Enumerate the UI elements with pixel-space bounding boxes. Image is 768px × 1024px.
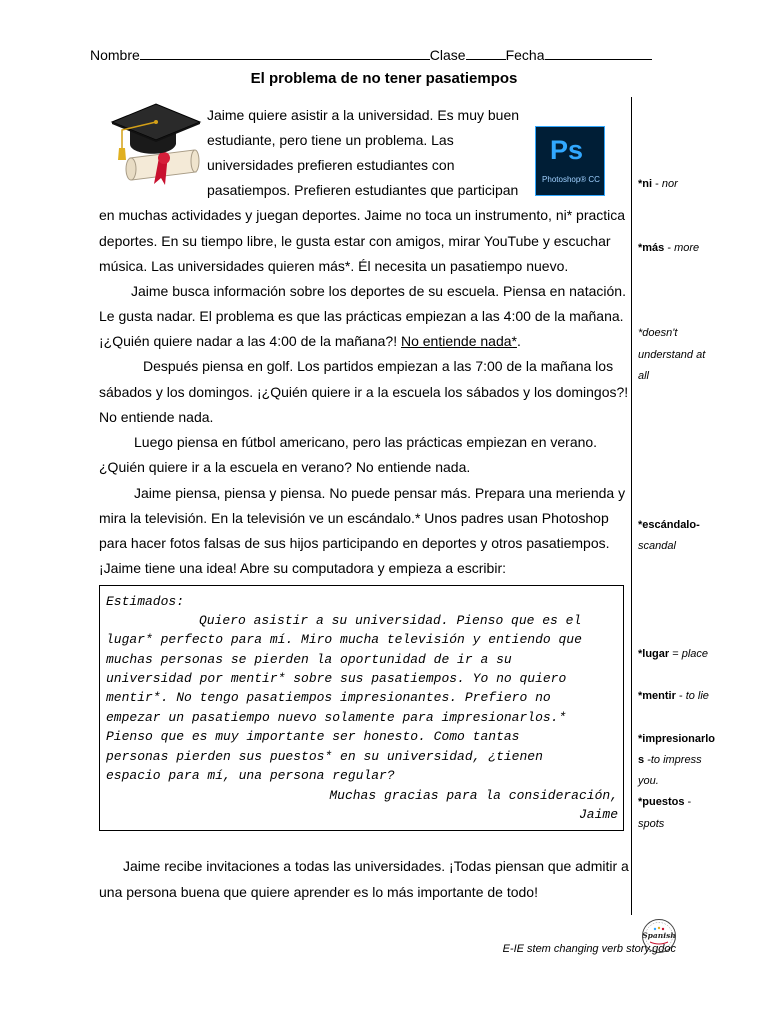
worksheet-title: El problema de no tener pasatiempos bbox=[250, 70, 518, 87]
gloss-ni: *ni - nor bbox=[638, 178, 678, 190]
photoshop-logo-caption: Photoshop® CC bbox=[542, 175, 600, 184]
story-line: universidades prefieren estudiantes con bbox=[207, 157, 455, 173]
story-line: mira la televisión. En la televisión ve un escándalo.* Unos padres usan Photoshop bbox=[99, 510, 609, 526]
story-line bbox=[99, 333, 521, 349]
gloss-lugar: *lugar = place bbox=[638, 648, 709, 660]
story-line: sábados y los domingos. ¡¿Quién quiere ir a la escuela los sábados y los domingos?! bbox=[99, 384, 629, 400]
letter-closing: Muchas gracias para la consideración, bbox=[329, 788, 618, 803]
story-line: una persona buena que quiere aprender es lo más importante de todo! bbox=[99, 884, 538, 900]
nombre-blank[interactable] bbox=[140, 46, 430, 60]
story-line: Jaime piensa, piensa y piensa. No puede pensar más. Prepara una merienda y bbox=[134, 485, 626, 501]
letter-line: Pienso que es muy importante ser honesto. Como tantas bbox=[106, 729, 520, 744]
clase-blank[interactable] bbox=[466, 46, 506, 60]
photoshop-logo bbox=[535, 126, 605, 196]
stamp-text: Spanish bbox=[642, 931, 676, 940]
worksheet-header bbox=[90, 46, 652, 63]
story-text: . bbox=[516, 333, 521, 349]
gloss-doesnt: all bbox=[638, 370, 650, 382]
photoshop-logo-letters: Ps bbox=[550, 135, 584, 165]
story-line: ¿Quién quiere ir a la escuela en verano? No entiende nada. bbox=[99, 459, 471, 475]
story-line: Jaime quiere asistir a la universidad. Es muy buen bbox=[207, 107, 520, 123]
glossary-divider bbox=[631, 97, 632, 915]
letter-signature: Jaime bbox=[578, 807, 618, 822]
document-filename: E-IE stem changing verb story.gdoc bbox=[502, 943, 676, 955]
diploma-scroll bbox=[126, 150, 199, 185]
gloss-mas: *más - more bbox=[638, 242, 700, 254]
letter-line: espacio para mí, una persona regular? bbox=[106, 768, 395, 783]
story-line: en muchas actividades y juegan deportes. Jaime no toca un instrumento, ni* practica bbox=[99, 207, 626, 223]
story-line: para hacer fotos falsas de sus hijos participando en deportes y otros pasatiempos. bbox=[99, 535, 610, 551]
letter-line: Estimados: bbox=[106, 594, 185, 609]
gloss-mentir: *mentir - to lie bbox=[638, 690, 709, 702]
gloss-puestos: spots bbox=[638, 818, 665, 830]
story-line: ¡Jaime tiene una idea! Abre su computadora y empieza a escribir: bbox=[99, 560, 506, 576]
story-line: Jaime busca información sobre los deportes de su escuela. Piensa en natación. bbox=[131, 283, 626, 299]
story-text: ¡¿Quién quiere nadar a las 4:00 de la mañana?! bbox=[99, 333, 398, 349]
story-line: Después piensa en golf. Los partidos empiezan a las 7:00 de la mañana los bbox=[143, 358, 614, 374]
gloss-doesnt: understand at bbox=[638, 349, 706, 361]
letter-line: Quiero asistir a su universidad. Pienso que es el bbox=[199, 613, 582, 628]
story-line: estudiante, pero tiene un problema. Las bbox=[207, 132, 454, 148]
story-line: deportes. En su tiempo libre, le gusta estar con amigos, mirar YouTube y escuchar bbox=[99, 233, 611, 249]
story-line: Le gusta nadar. El problema es que las prácticas empiezan a las 4:00 de la mañana. bbox=[99, 308, 624, 324]
gloss-escandalo: *escándalo- bbox=[638, 519, 700, 531]
gloss-impresionarlos: s -to impress bbox=[638, 754, 702, 766]
letter-line: lugar* perfecto para mí. Miro mucha televisión y entiendo que bbox=[106, 632, 582, 647]
clase-label: Clase bbox=[429, 47, 466, 63]
letter-line: mentir*. No tengo pasatiempos impresionantes. Prefiero no bbox=[106, 690, 551, 705]
letter-line: universidad por mentir* sobre sus pasatiempos. Yo no quiero bbox=[106, 671, 567, 686]
gloss-escandalo: scandal bbox=[638, 540, 676, 552]
story-line: Luego piensa en fútbol americano, pero las prácticas empiezan en verano. bbox=[134, 434, 598, 450]
gloss-impresionarlos: you. bbox=[638, 775, 659, 787]
story-line: música. Las universidades quieren más*. Él necesita un pasatiempo nuevo. bbox=[99, 258, 569, 274]
nombre-label: Nombre bbox=[90, 47, 140, 63]
story-line: No entiende nada. bbox=[99, 409, 214, 425]
gloss-impresionarlos: *impresionarlo bbox=[638, 733, 716, 745]
underlined-phrase: No entiende nada* bbox=[400, 333, 517, 349]
letter-line: empezar un pasatiempo nuevo solamente para impresionarlos.* bbox=[106, 710, 567, 725]
letter-line: personas pierden sus puestos* en su universidad, ¿tienen bbox=[106, 749, 543, 764]
fecha-label: Fecha bbox=[505, 47, 545, 63]
gloss-doesnt: *doesn't bbox=[638, 327, 678, 339]
graduation-cap-icon bbox=[108, 100, 204, 186]
fecha-blank[interactable] bbox=[545, 46, 652, 60]
story-line: pasatiempos. Prefieren estudiantes que participan bbox=[207, 182, 519, 198]
letter-line: muchas personas se pierden la oportunidad de ir a su bbox=[106, 652, 512, 667]
story-line: Jaime recibe invitaciones a todas las universidades. ¡Todas piensan que admitir a bbox=[123, 858, 629, 874]
gloss-puestos: *puestos - bbox=[638, 796, 692, 808]
